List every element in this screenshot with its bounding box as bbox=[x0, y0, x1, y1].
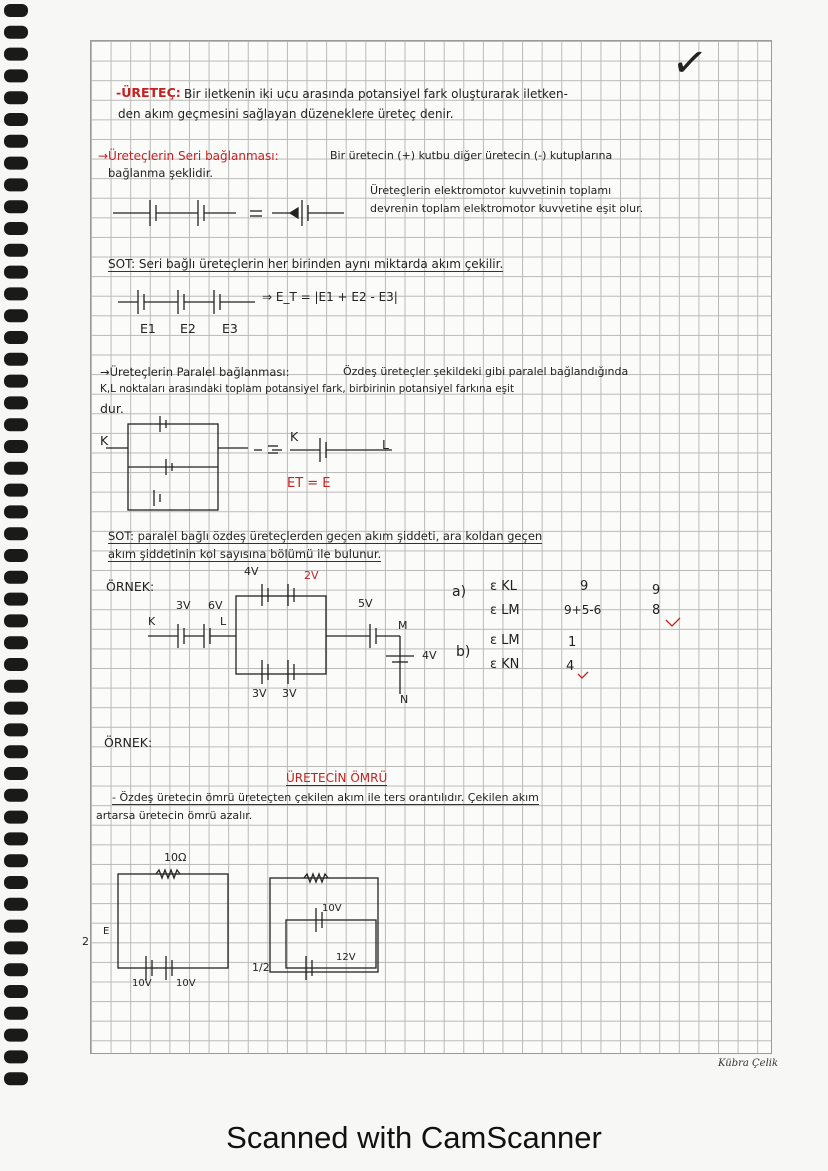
spiral-ring bbox=[4, 157, 28, 170]
spiral-ring bbox=[4, 614, 28, 627]
life-val-4: 12V bbox=[336, 952, 356, 963]
spiral-ring bbox=[4, 178, 28, 191]
parallel-line2: K,L noktaları arasındaki toplam potansiyel fark, birbirinin potansiyel farkına eşit bbox=[100, 383, 515, 395]
spiral-ring bbox=[4, 789, 28, 802]
spiral-ring bbox=[4, 745, 28, 758]
camscanner-watermark: Scanned with CamScanner bbox=[226, 1120, 602, 1155]
ex1-a-res-num: 9 bbox=[652, 583, 661, 598]
ex1-a-num: ε KL bbox=[490, 579, 517, 594]
spiral-ring bbox=[4, 811, 28, 824]
ex1-val-4v: 4V bbox=[244, 565, 259, 578]
spiral-ring bbox=[4, 113, 28, 126]
spiral-ring bbox=[4, 1029, 28, 1042]
spiral-binding bbox=[0, 0, 70, 1100]
spiral-ring bbox=[4, 1007, 28, 1020]
ex1-a-eq-den: 9+5-6 bbox=[564, 603, 602, 617]
series-label-e3: E3 bbox=[222, 321, 238, 336]
parallel-result: ET = E bbox=[287, 476, 331, 491]
ex1-point-l: L bbox=[220, 615, 227, 628]
ex1-b-den: ε KN bbox=[490, 657, 520, 672]
spiral-ring bbox=[4, 287, 28, 300]
ex1-val-3v: 3V bbox=[176, 599, 191, 612]
ex1-val-6v: 6V bbox=[208, 599, 223, 612]
spiral-ring bbox=[4, 702, 28, 715]
spiral-ring bbox=[4, 571, 28, 584]
life-heading: ÜRETECİN ÖMRÜ bbox=[286, 771, 388, 785]
spiral-ring bbox=[4, 941, 28, 954]
check-mark-icon: ✓ bbox=[668, 35, 711, 90]
spiral-ring bbox=[4, 723, 28, 736]
series-line1: Bir üretecin (+) kutbu diğer üretecin (-) kutuplarına bbox=[330, 149, 613, 162]
spiral-ring bbox=[4, 549, 28, 562]
spiral-ring bbox=[4, 309, 28, 322]
spiral-ring bbox=[4, 854, 28, 867]
spiral-ring bbox=[4, 418, 28, 431]
series-line2: bağlanma şeklidir. bbox=[108, 166, 214, 180]
ex1-point-m: M bbox=[398, 619, 408, 632]
spiral-ring bbox=[4, 440, 28, 453]
spiral-ring bbox=[4, 658, 28, 671]
spiral-ring bbox=[4, 462, 28, 475]
ex1-b-res-den: 4 bbox=[566, 659, 575, 674]
spiral-ring bbox=[4, 91, 28, 104]
ex1-val-4v-b: 4V bbox=[422, 649, 437, 662]
spiral-ring bbox=[4, 505, 28, 518]
spiral-ring bbox=[4, 135, 28, 148]
spiral-ring bbox=[4, 484, 28, 497]
spiral-ring bbox=[4, 1072, 28, 1085]
series-label-e2: E2 bbox=[180, 321, 196, 336]
spiral-ring bbox=[4, 898, 28, 911]
spiral-ring bbox=[4, 266, 28, 279]
spiral-ring bbox=[4, 200, 28, 213]
series-side-text-2: devrenin toplam elektromotor kuvvetine eşit olur. bbox=[370, 202, 644, 215]
spiral-ring bbox=[4, 985, 28, 998]
spiral-ring bbox=[4, 331, 28, 344]
signature: Kübra Çelik bbox=[718, 1058, 779, 1069]
series-heading: →Üreteçlerin Seri bağlanması: bbox=[98, 149, 279, 163]
parallel-heading: →Üreteçlerin Paralel bağlanması: bbox=[100, 365, 290, 379]
parallel-k2: K bbox=[290, 429, 299, 444]
section-heading-uretec: -ÜRETEÇ: bbox=[116, 85, 181, 100]
spiral-ring bbox=[4, 396, 28, 409]
series-formula: ⇒ E_T = |E1 + E2 - E3| bbox=[262, 290, 398, 304]
spiral-ring bbox=[4, 244, 28, 257]
ex1-a-den: ε LM bbox=[490, 603, 520, 618]
parallel-line1: Özdeş üreteçler şekildeki gibi paralel bağlandığında bbox=[343, 365, 629, 378]
life-line2: artarsa üretecin ömrü azalır. bbox=[96, 809, 253, 822]
life-val-2: 10V bbox=[176, 978, 196, 989]
spiral-ring bbox=[4, 69, 28, 82]
parallel-k: K bbox=[100, 433, 109, 448]
spiral-ring bbox=[4, 832, 28, 845]
spiral-ring bbox=[4, 920, 28, 933]
spiral-ring bbox=[4, 353, 28, 366]
spiral-ring bbox=[4, 222, 28, 235]
ex1-val-5v: 5V bbox=[358, 597, 373, 610]
life-side-e: E bbox=[103, 926, 110, 937]
series-note: SOT: Seri bağlı üreteçlerin her birinden aynı miktarda akım çekilir. bbox=[108, 257, 504, 271]
ex1-val-2v: 2V bbox=[304, 569, 319, 582]
life-val-1: 10V bbox=[132, 978, 152, 989]
uretec-definition-line1: Bir iletkenin iki ucu arasında potansiyel fark oluşturarak iletken- bbox=[184, 87, 568, 101]
ex1-a-res-den: 8 bbox=[652, 603, 661, 618]
ex1-part-a: a) bbox=[452, 584, 467, 600]
spiral-ring bbox=[4, 680, 28, 693]
life-val-3: 10V bbox=[322, 903, 342, 914]
series-label-e1: E1 bbox=[140, 321, 156, 336]
spiral-ring bbox=[4, 963, 28, 976]
spiral-ring bbox=[4, 48, 28, 61]
example1-label: ÖRNEK: bbox=[106, 579, 155, 594]
ex1-a-eq-num: 9 bbox=[580, 579, 589, 594]
spiral-ring bbox=[4, 876, 28, 889]
life-line1: - Özdeş üretecin ömrü üreteçten çekilen akım ile ters orantılıdır. Çekilen akım bbox=[112, 791, 539, 804]
life-half: 1/2 bbox=[252, 961, 270, 974]
spiral-ring bbox=[4, 1050, 28, 1063]
spiral-ring bbox=[4, 375, 28, 388]
ex1-b-num: ε LM bbox=[490, 633, 520, 648]
series-side-text-1: Üreteçlerin elektromotor kuvvetinin toplamı bbox=[370, 184, 612, 197]
ex1-b-res-num: 1 bbox=[568, 635, 577, 650]
spiral-ring bbox=[4, 4, 28, 17]
uretec-definition-line2: den akım geçmesini sağlayan düzeneklere üreteç denir. bbox=[118, 107, 454, 121]
ex1-val-3v-b: 3V bbox=[252, 687, 267, 700]
parallel-l2: L bbox=[382, 437, 389, 452]
parallel-note-1: SOT: paralel bağlı özdeş üreteçlerden geçen akım şiddeti, ara koldan geçen bbox=[108, 529, 543, 543]
ex1-part-b: b) bbox=[456, 644, 471, 660]
spiral-ring bbox=[4, 767, 28, 780]
spiral-ring bbox=[4, 593, 28, 606]
example2-label: ÖRNEK: bbox=[104, 735, 153, 750]
life-resistor-label: 10Ω bbox=[164, 851, 187, 864]
parallel-note-2: akım şiddetinin kol sayısına bölümü ile bulunur. bbox=[108, 547, 382, 561]
spiral-ring bbox=[4, 26, 28, 39]
ex1-point-k: K bbox=[148, 615, 156, 628]
ex1-val-3v-c: 3V bbox=[282, 687, 297, 700]
parallel-line3: dur. bbox=[100, 401, 124, 416]
ex1-point-n: N bbox=[400, 693, 409, 706]
spiral-ring bbox=[4, 636, 28, 649]
life-side-2: 2 bbox=[82, 935, 89, 948]
spiral-ring bbox=[4, 527, 28, 540]
